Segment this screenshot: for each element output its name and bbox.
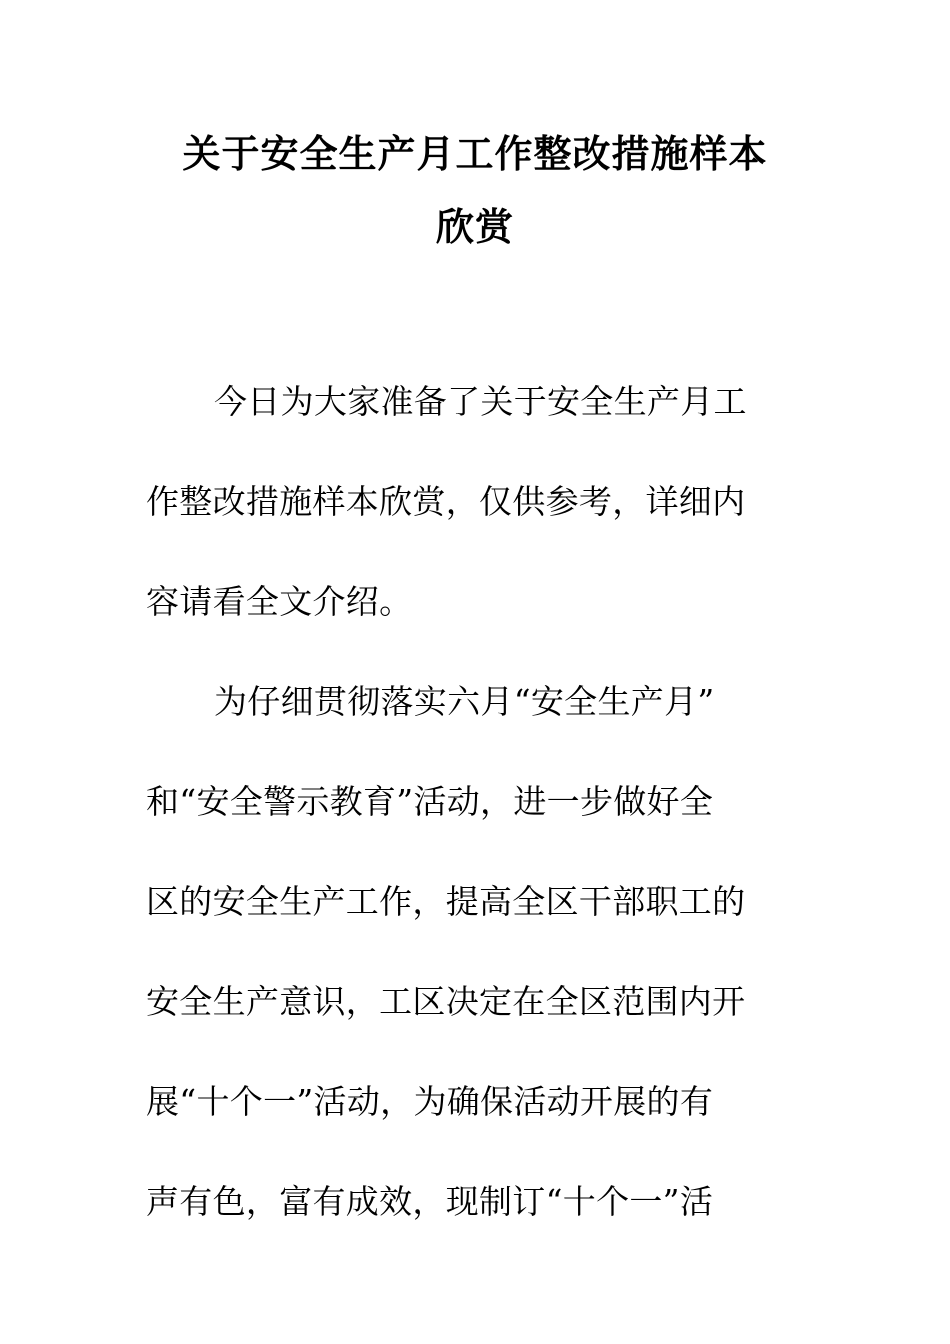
- paragraph-2-line-2: 和“安全警示教育”活动，进一步做好全: [146, 782, 714, 821]
- paragraph-2-line-5: 展“十个一”活动，为确保活动开展的有: [146, 1082, 714, 1121]
- paragraph-2-line-4: 安全生产意识，工区决定在全区范围内开: [146, 982, 746, 1021]
- paragraph-2-line-3: 区的安全生产工作，提高全区干部职工的: [146, 882, 746, 921]
- paragraph-2-line-1: 为仔细贯彻落实六月“安全生产月”: [214, 682, 715, 721]
- document-title-line-2: 欣赏: [435, 205, 514, 249]
- paragraph-1-line-3: 容请看全文介绍。: [146, 582, 413, 621]
- document-title-line-1: 关于安全生产月工作整改措施样本: [182, 132, 768, 176]
- paragraph-1-line-1: 今日为大家准备了关于安全生产月工: [214, 382, 747, 421]
- paragraph-1-line-2: 作整改措施样本欣赏，仅供参考，详细内: [146, 482, 746, 521]
- paragraph-2-line-6: 声有色，富有成效，现制订“十个一”活: [146, 1182, 714, 1221]
